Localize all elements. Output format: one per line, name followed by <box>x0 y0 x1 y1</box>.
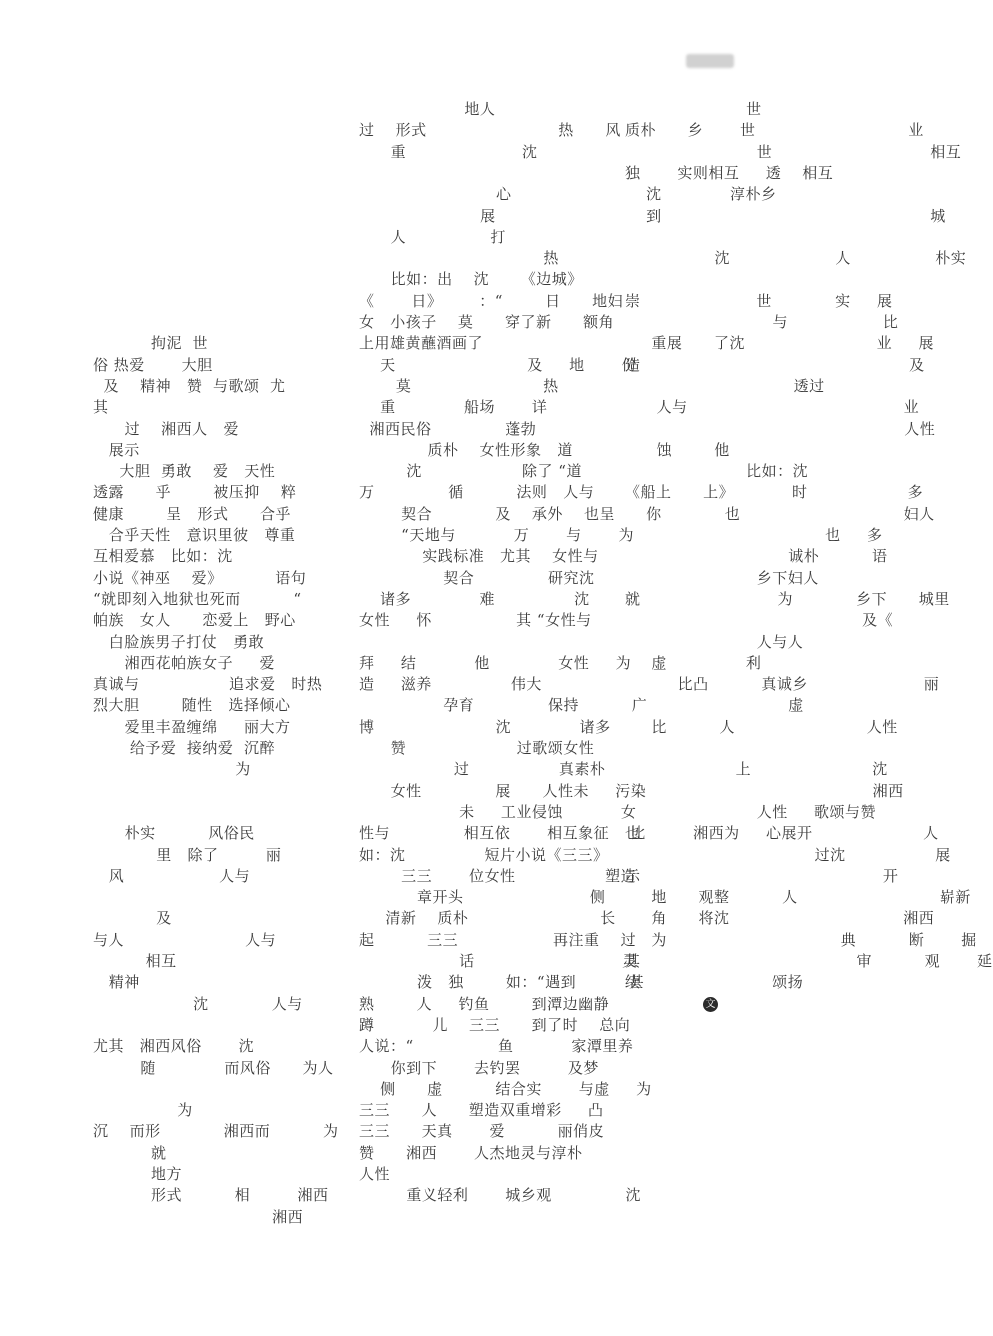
text-line: 与 比 <box>625 313 899 331</box>
text-line: 重展 了沈 业 展 <box>625 334 934 353</box>
text-line: 孕育 保持 广 <box>359 696 648 715</box>
text-line: “天地与 万 与 为 <box>359 526 635 544</box>
text-line: 大胆 勇敢 爱 天性 <box>93 462 276 481</box>
text-line: 也 湘西为 心展开 人 <box>625 824 939 843</box>
text-line: 虚 <box>625 696 804 715</box>
text-line: 你 也 妇人 <box>625 504 935 523</box>
text-line: “就即刻入地狱也死而 “ <box>93 589 302 608</box>
text-line: 世 <box>625 100 762 118</box>
text-line: 为 <box>93 1101 193 1120</box>
text-line: 也 多 <box>625 526 883 544</box>
text-line: 爱里丰盈缠绵 丽大方 <box>93 717 291 736</box>
text-line: 重 沈 <box>359 142 538 161</box>
text-line: 过沈 展 <box>625 845 951 864</box>
text-line: 就 为 乡下 城里 <box>625 589 950 608</box>
text-line: 诚朴 语 <box>625 547 888 566</box>
text-line: 熟 人 钓鱼 到潭边幽静 <box>359 994 610 1013</box>
text-line: 沈 人 朴实 <box>625 249 967 268</box>
text-line: 其 审 观 延 <box>625 952 993 970</box>
text-line: 给予爱 接纳爱 沉醉 <box>93 739 275 757</box>
text-line: 真诚与 追求爱 时热 <box>93 675 323 694</box>
text-line: 世 相互 <box>625 142 962 161</box>
text-line: 质朴 女性形象 道 <box>359 440 573 459</box>
text-line: 相互 <box>93 952 177 970</box>
text-line: 《 日》 ：“ 日 地妇 <box>359 291 624 310</box>
text-line: 到 城 <box>625 206 946 225</box>
text-line: 人性 歌颂与赞 <box>625 802 877 821</box>
text-line: 沈 淳朴乡 <box>625 185 777 204</box>
text-line: 地人 <box>359 100 496 118</box>
text-line: 地 观整 人 崭新 <box>625 888 971 907</box>
text-line: 其 <box>93 398 109 417</box>
text-line: 上用雄黄蘸酒画了 <box>359 334 484 353</box>
text-line: 女性 怀 其 “女性与 <box>359 611 592 630</box>
text-line: 续 颂扬 <box>625 973 804 992</box>
text-line: 未 工业侵蚀 女 <box>359 802 637 821</box>
text-line: 地方 <box>93 1165 182 1183</box>
text-line: 展 <box>359 206 496 225</box>
text-line: 尤其 湘西风俗 沈 <box>93 1037 255 1056</box>
text-line: 及 <box>93 909 172 928</box>
text-line: 帕族 女人 恋爱上 野心 <box>93 611 296 630</box>
page-header-stamp <box>686 54 734 68</box>
text-line: 与人 人与 <box>93 930 277 949</box>
text-line: 展示 <box>93 440 140 459</box>
text-line: 起 三三 再注重 过 <box>359 930 637 949</box>
text-line: 拘泥 世 <box>93 334 208 353</box>
text-line: 重义轻利 城乡观 沈 <box>359 1186 642 1205</box>
text-line: 乡下妇人 <box>625 568 819 587</box>
text-line: 健康 呈 形式 合乎 <box>93 504 292 523</box>
text-line: 清新 质朴 长 <box>359 909 616 928</box>
text-line: 上 沈 <box>625 760 888 779</box>
text-line: 过 真素朴 <box>359 760 606 779</box>
text-line: 心 <box>359 185 512 204</box>
text-line: 精神 <box>93 973 140 992</box>
text-line: 透露 乎 被压抑 粹 <box>93 483 297 502</box>
text-line: 比如：沈 <box>625 462 809 481</box>
text-line: 湘西 <box>625 781 904 800</box>
text-line: 比凸 真诚乡 丽 <box>625 675 940 694</box>
text-line: 三三 位女性 塑造 <box>359 866 637 885</box>
text-line: 赞 湘西 人杰地灵与淳朴 <box>359 1143 583 1162</box>
text-line: 俗 热爱 大胆 <box>93 355 213 374</box>
text-line: 人说：“ 鱼 家潭里养 <box>359 1037 634 1056</box>
text-line: 互相爱慕 比如：沈 <box>93 547 233 566</box>
text-line: 三三 天真 爱 丽俏皮 <box>359 1122 605 1141</box>
text-line: 独 实则相互 透 相互 <box>625 163 834 182</box>
text-line: 里 除了 丽 <box>93 845 282 864</box>
text-line: 透过 <box>625 376 825 395</box>
text-line: 质朴 乡 世 业 <box>625 121 924 140</box>
text-line: 《船上 上》 时 多 <box>625 483 924 502</box>
text-line: 湘西民俗 蓬勃 <box>359 419 537 438</box>
text-line: 为 <box>93 760 251 779</box>
text-line: 重 船场 详 <box>359 398 548 417</box>
text-line: 章开头 侧 <box>359 888 606 907</box>
text-line: 及《 <box>625 611 894 630</box>
text-line: 诸多 难 沈 <box>359 589 590 608</box>
text-line: 人与 业 <box>625 398 920 417</box>
text-line: 你到下 去钓罢 及梦 <box>359 1058 599 1077</box>
text-line: 朴实 风俗民 <box>93 824 255 843</box>
text-line: 拜 结 他 女性 为 <box>359 653 632 672</box>
text-line: 随 而风俗 为人 <box>93 1058 334 1077</box>
text-line: 女性 展 人性未 污染 <box>359 781 647 800</box>
text-line: 过 形式 热 风 <box>359 121 621 140</box>
text-line: 沉 而形 湘西而 为 <box>93 1122 339 1141</box>
text-line: 为 典 断 掘 <box>625 930 977 949</box>
text-line: 天 及 地 份 <box>359 355 637 374</box>
text-line: 人 打 <box>359 227 506 246</box>
text-line: 湘西花帕族女子 爱 <box>93 653 275 672</box>
text-line: 热 <box>359 249 559 268</box>
text-line: 及 精神 赞 与歌颂 尤 <box>93 376 286 395</box>
text-line: 湘西 <box>93 1207 304 1226</box>
text-line: 性与 相互依 相互象征 比 <box>359 824 646 843</box>
text-line: 造 及 <box>625 355 925 374</box>
text-line: 蹲 儿 三三 到了时 总向 <box>359 1015 631 1034</box>
end-of-article-seal: 文 <box>703 997 718 1012</box>
text-line: 人性 <box>625 419 936 438</box>
text-line: 造 滋养 伟大 <box>359 675 542 694</box>
text-line: 三三 人 塑造双重增彩 凸 <box>359 1101 604 1120</box>
text-line: 虚 利 <box>625 653 762 672</box>
text-line: 如：沈 短片小说《三三》 <box>359 845 609 864</box>
text-line: 沈 除了 “道 <box>359 462 582 481</box>
text-line: 契合 及 承外 也呈 <box>359 504 616 523</box>
text-line: 莫 热 <box>359 376 559 395</box>
text-line: 比如：出 沈 《边城》 <box>359 270 583 289</box>
text-line: 赞 过歌颂女性 <box>359 739 595 757</box>
text-line: 泼 独 如：“遇到 甚 <box>359 973 645 992</box>
text-line: 形式 相 湘西 <box>93 1186 329 1205</box>
text-line: 崇 世 实 展 <box>625 291 893 310</box>
text-line: 比 人 人性 <box>625 717 898 736</box>
text-line: 小说《神巫 爱》 语句 <box>93 568 307 587</box>
text-line: 过 湘西人 爱 <box>93 419 239 438</box>
text-line: 博 沈 诸多 <box>359 717 611 736</box>
text-line: 就 <box>93 1143 167 1162</box>
text-line: 话 灵 <box>359 952 638 970</box>
text-line: 风 人与 <box>93 866 251 885</box>
text-line: 女 小孩子 莫 穿了新 额角 <box>359 313 615 331</box>
text-line: 蚀 他 <box>625 440 730 459</box>
text-line: 白脸族男子打仗 勇敢 <box>93 632 265 651</box>
text-line: 实践标准 尤其 女性与 <box>359 547 599 566</box>
text-line: 侧 虚 结合实 与虚 为 <box>359 1079 652 1098</box>
text-line: 人性 <box>359 1165 391 1183</box>
text-line: 示 开 <box>625 866 899 885</box>
text-line: 角 将沈 湘西 <box>625 909 935 928</box>
text-line: 沈 人与 <box>93 994 303 1013</box>
text-line: 烈大胆 随性 选择倾心 <box>93 696 291 715</box>
text-line: 人与人 <box>625 632 804 651</box>
text-line: 契合 研究沈 <box>359 568 595 587</box>
text-line: 万 循 法则 人与 <box>359 483 595 502</box>
text-line: 合乎天性 意识里彼 尊重 <box>93 526 296 544</box>
